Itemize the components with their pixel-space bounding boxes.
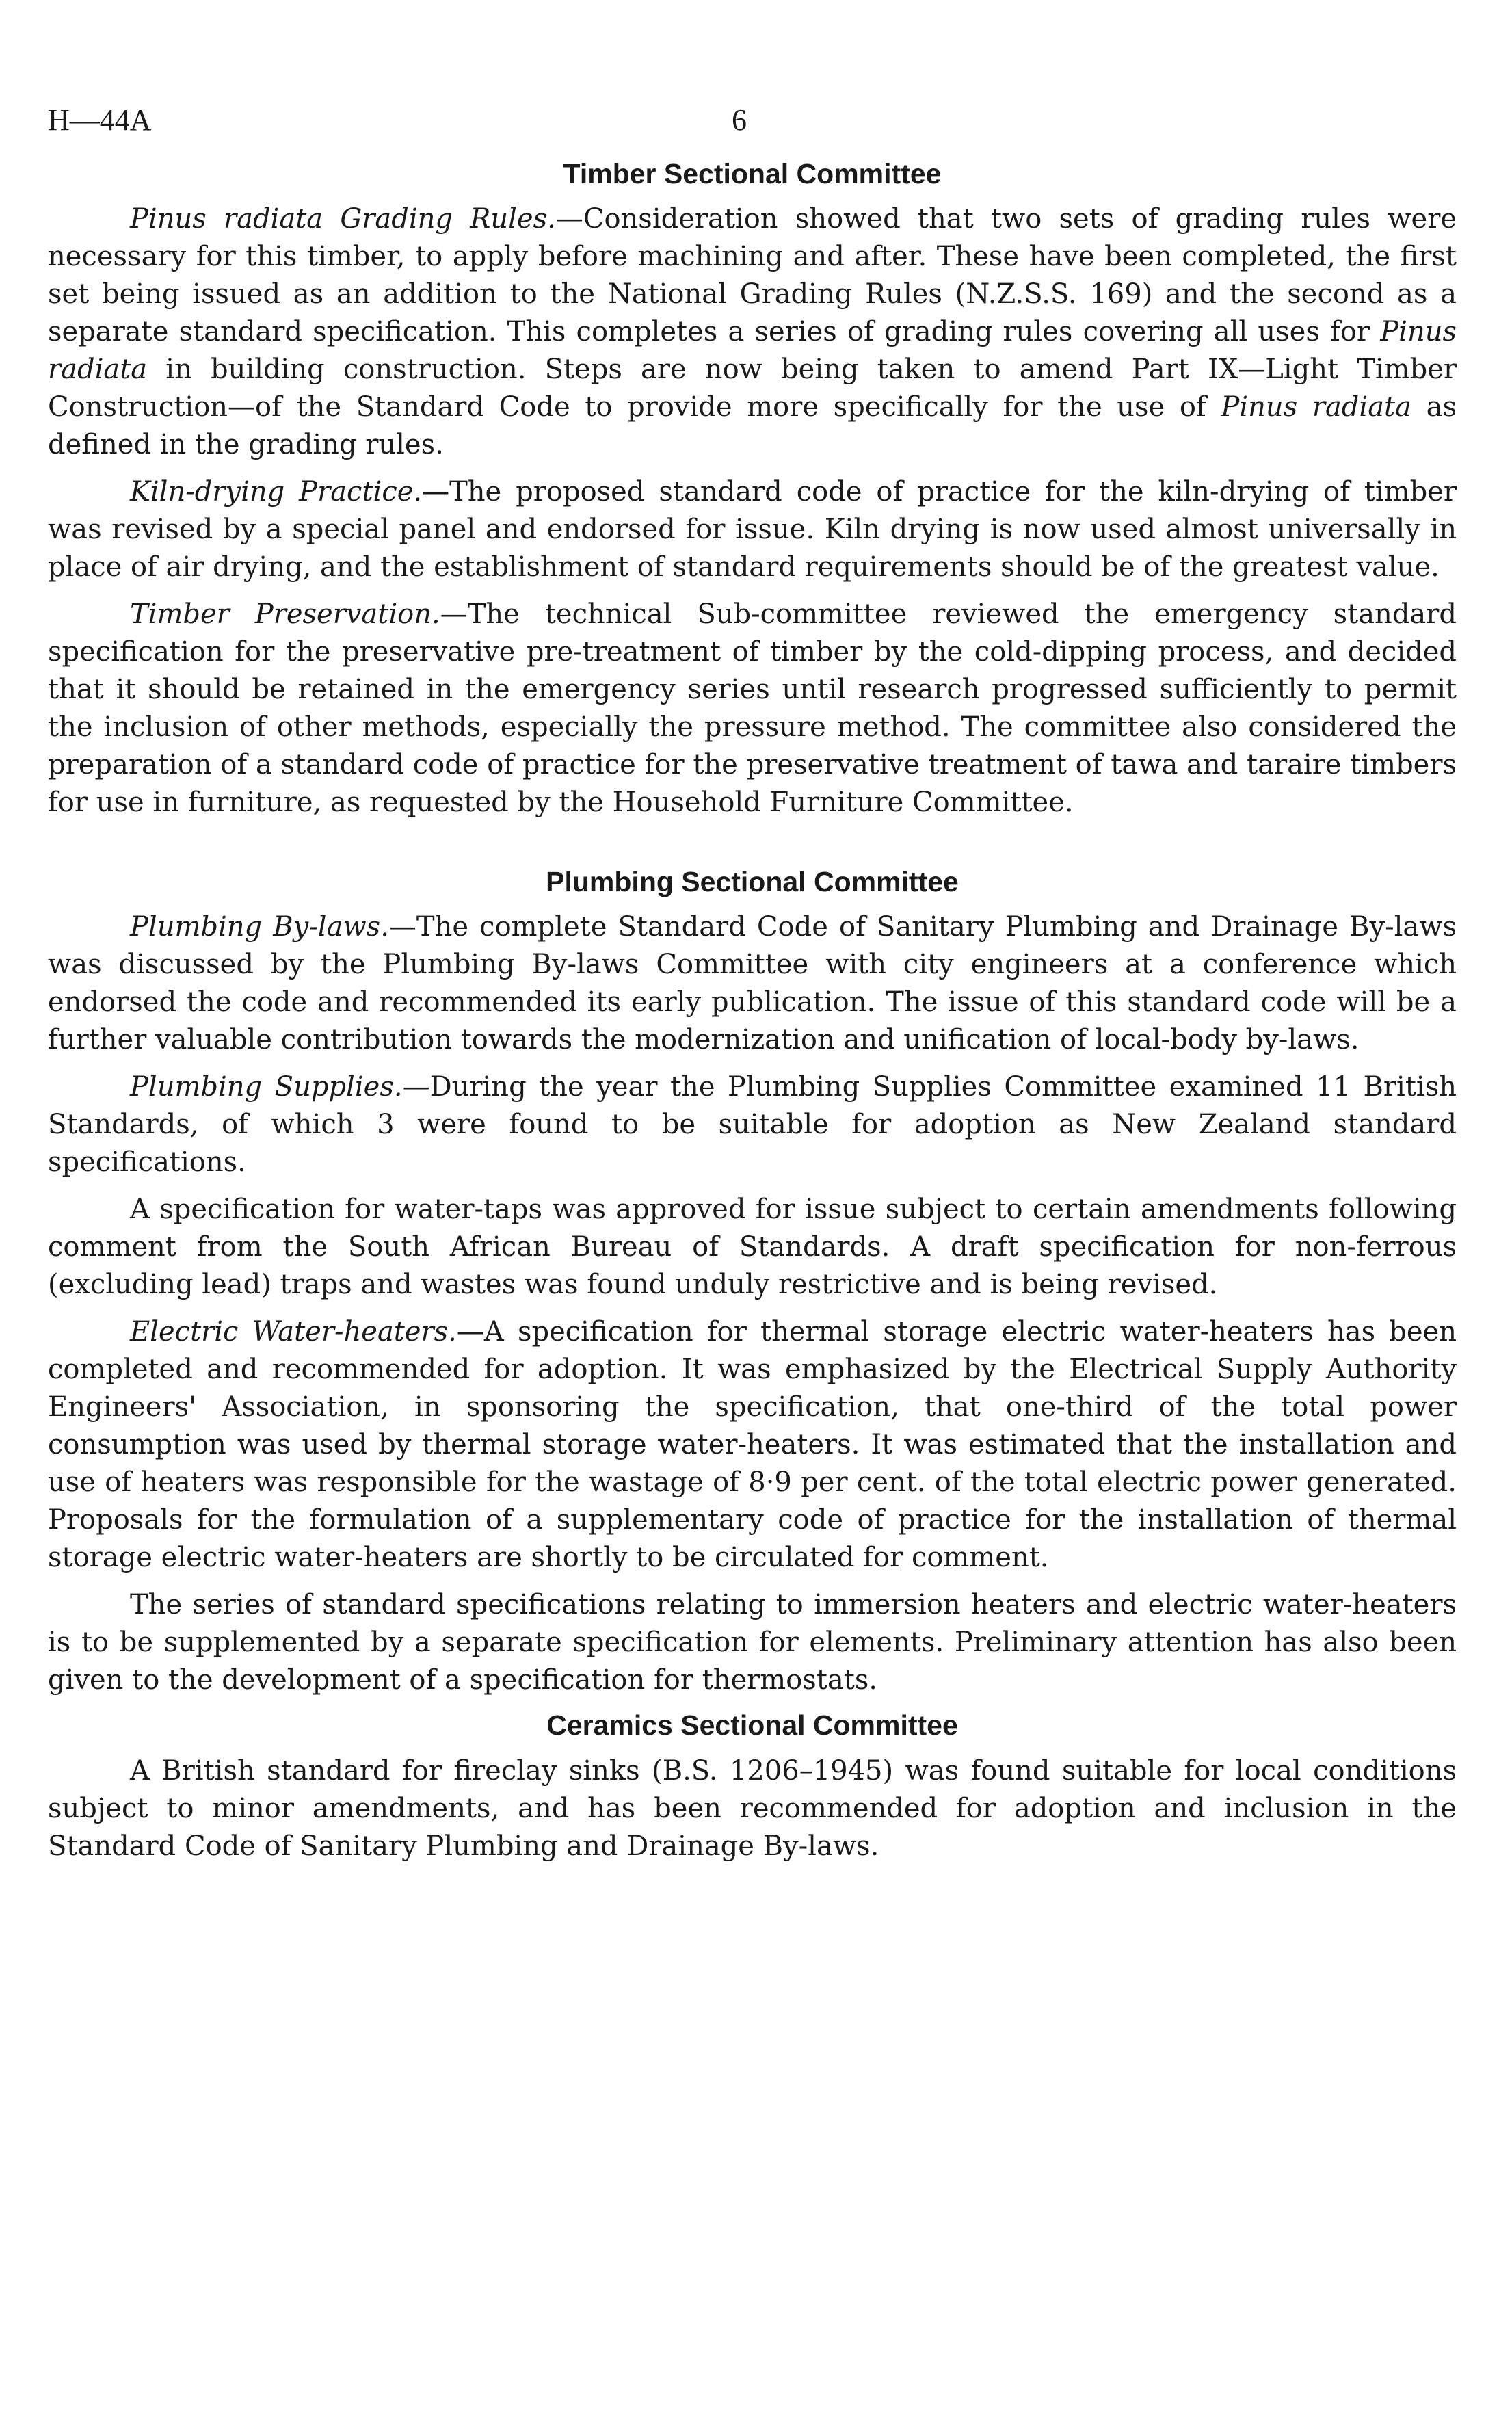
species-name: Pinus radiata <box>48 316 1457 386</box>
paragraph-lead: Pinus radiata Grading Rules. <box>130 203 556 235</box>
section-timber <box>48 157 1457 822</box>
paragraph-lead: Plumbing Supplies. <box>130 1071 403 1103</box>
paragraph-text: as defined in the grading rules. <box>48 391 1457 461</box>
paragraph-grading-rules <box>48 200 1457 464</box>
paragraph-text: A specification for water-taps was approved for issue subject to certain amendments following comment from the South African Bureau of Standards. A draft specification for non-ferrous (excluding lead) traps and wastes was found unduly restrictive and is being revised. <box>48 1194 1457 1301</box>
paragraph-plumbing-supplies <box>48 1068 1457 1181</box>
paragraph-plumbing-bylaws <box>48 908 1457 1059</box>
paragraph-lead: Kiln-drying Practice. <box>130 476 423 508</box>
paragraph-text: A British standard for fireclay sinks (B.S. 1206–1945) was found suitable for local conditions subject to minor amendments, and has been recommended for adoption and inclusion in the Standard Code of Sanitary Plumbing and Drainage By-laws. <box>48 1755 1457 1862</box>
section-ceramics <box>48 1709 1457 1865</box>
paragraph-text: —The proposed standard code of practice for the kiln-drying of timber was revised by a special panel and endorsed for issue. Kiln drying is now used almost universally in place of air drying, and the establishment of standard requirements should be of the greatest value. <box>48 476 1457 583</box>
paragraph-lead: Plumbing By-laws. <box>130 911 389 943</box>
page <box>48 103 1457 1875</box>
paragraph-text: —The complete Standard Code of Sanitary Plumbing and Drainage By-laws was discussed by the Plumbing By-laws Committee with city engineers at a conference which endorsed the code and recommended its early publication. The issue of this standard code will be a further valuable contribution towards the modernization and unification of local-body by-laws. <box>48 911 1457 1056</box>
section-plumbing <box>48 865 1457 1699</box>
paragraph-kiln-drying <box>48 473 1457 586</box>
paragraph-text: —During the year the Plumbing Supplies Committee examined 11 British Standards, of which 3 were found to be suitable for adoption as New Zealand standard specifications. <box>48 1071 1457 1179</box>
species-name: Pinus radiata <box>1221 391 1411 423</box>
paragraph-text: The series of standard specifications relating to immersion heaters and electric water-heaters is to be supplemented by a separate specification for elements. Preliminary attention has also been given to the development of a specification for thermostats. <box>48 1589 1457 1696</box>
paragraph-immersion-heaters <box>48 1586 1457 1699</box>
paragraph-timber-preservation <box>48 596 1457 822</box>
paragraph-text: —A specification for thermal storage electric water-heaters has been completed and recommended for adoption. It was emphasized by the Electrical Supply Authority Engineers' Association, in sponsoring the specification, that one-third of the total power consumption was used by thermal storage water-heaters. It was estimated that the installation and use of heaters was responsible for the wastage of 8·9 per cent. of the total electric power generated. Proposals for the formulation of a supplementary code of practice for the installation of thermal storage electric water-heaters are shortly to be circulated for comment. <box>48 1316 1457 1574</box>
document-reference: H—44A <box>48 103 152 137</box>
paragraph-lead: Electric Water-heaters. <box>130 1316 457 1348</box>
paragraph-lead: Timber Preservation. <box>130 599 440 631</box>
running-head <box>48 103 1457 157</box>
section-heading-timber: Timber Sectional Committee <box>563 158 942 189</box>
paragraph-text: —The technical Sub-committee reviewed the emergency standard specification for the preservative pre-treatment of timber by the cold-dipping process, and decided that it should be retained in the emergency series until research progressed sufficiently to permit the inclusion of other methods, especially the pressure method. The committee also considered the preparation of a standard code of practice for the preservative treatment of tawa and taraire timbers for use in furniture, as requested by the Household Furniture Committee. <box>48 599 1457 819</box>
paragraph-text: —Consideration showed that two sets of grading rules were necessary for this timber, to apply before machining and after. These have been completed, the first set being issued as an addition to the National Grading Rules (N.Z.S.S. 169) and the second as a separate standard specification. This completes a series of grading rules covering all uses for <box>48 203 1457 348</box>
paragraph-water-taps <box>48 1191 1457 1304</box>
paragraph-text: in building construction. Steps are now being taken to amend Part IX—Light Timber Construction—of the Standard Code to provide more specifically for the use of <box>48 354 1457 423</box>
paragraph-electric-water-heaters <box>48 1313 1457 1577</box>
section-heading-ceramics: Ceramics Sectional Committee <box>546 1709 958 1742</box>
page-number: 6 <box>732 103 747 137</box>
section-heading-plumbing: Plumbing Sectional Committee <box>546 866 959 898</box>
paragraph-fireclay-sinks <box>48 1752 1457 1865</box>
